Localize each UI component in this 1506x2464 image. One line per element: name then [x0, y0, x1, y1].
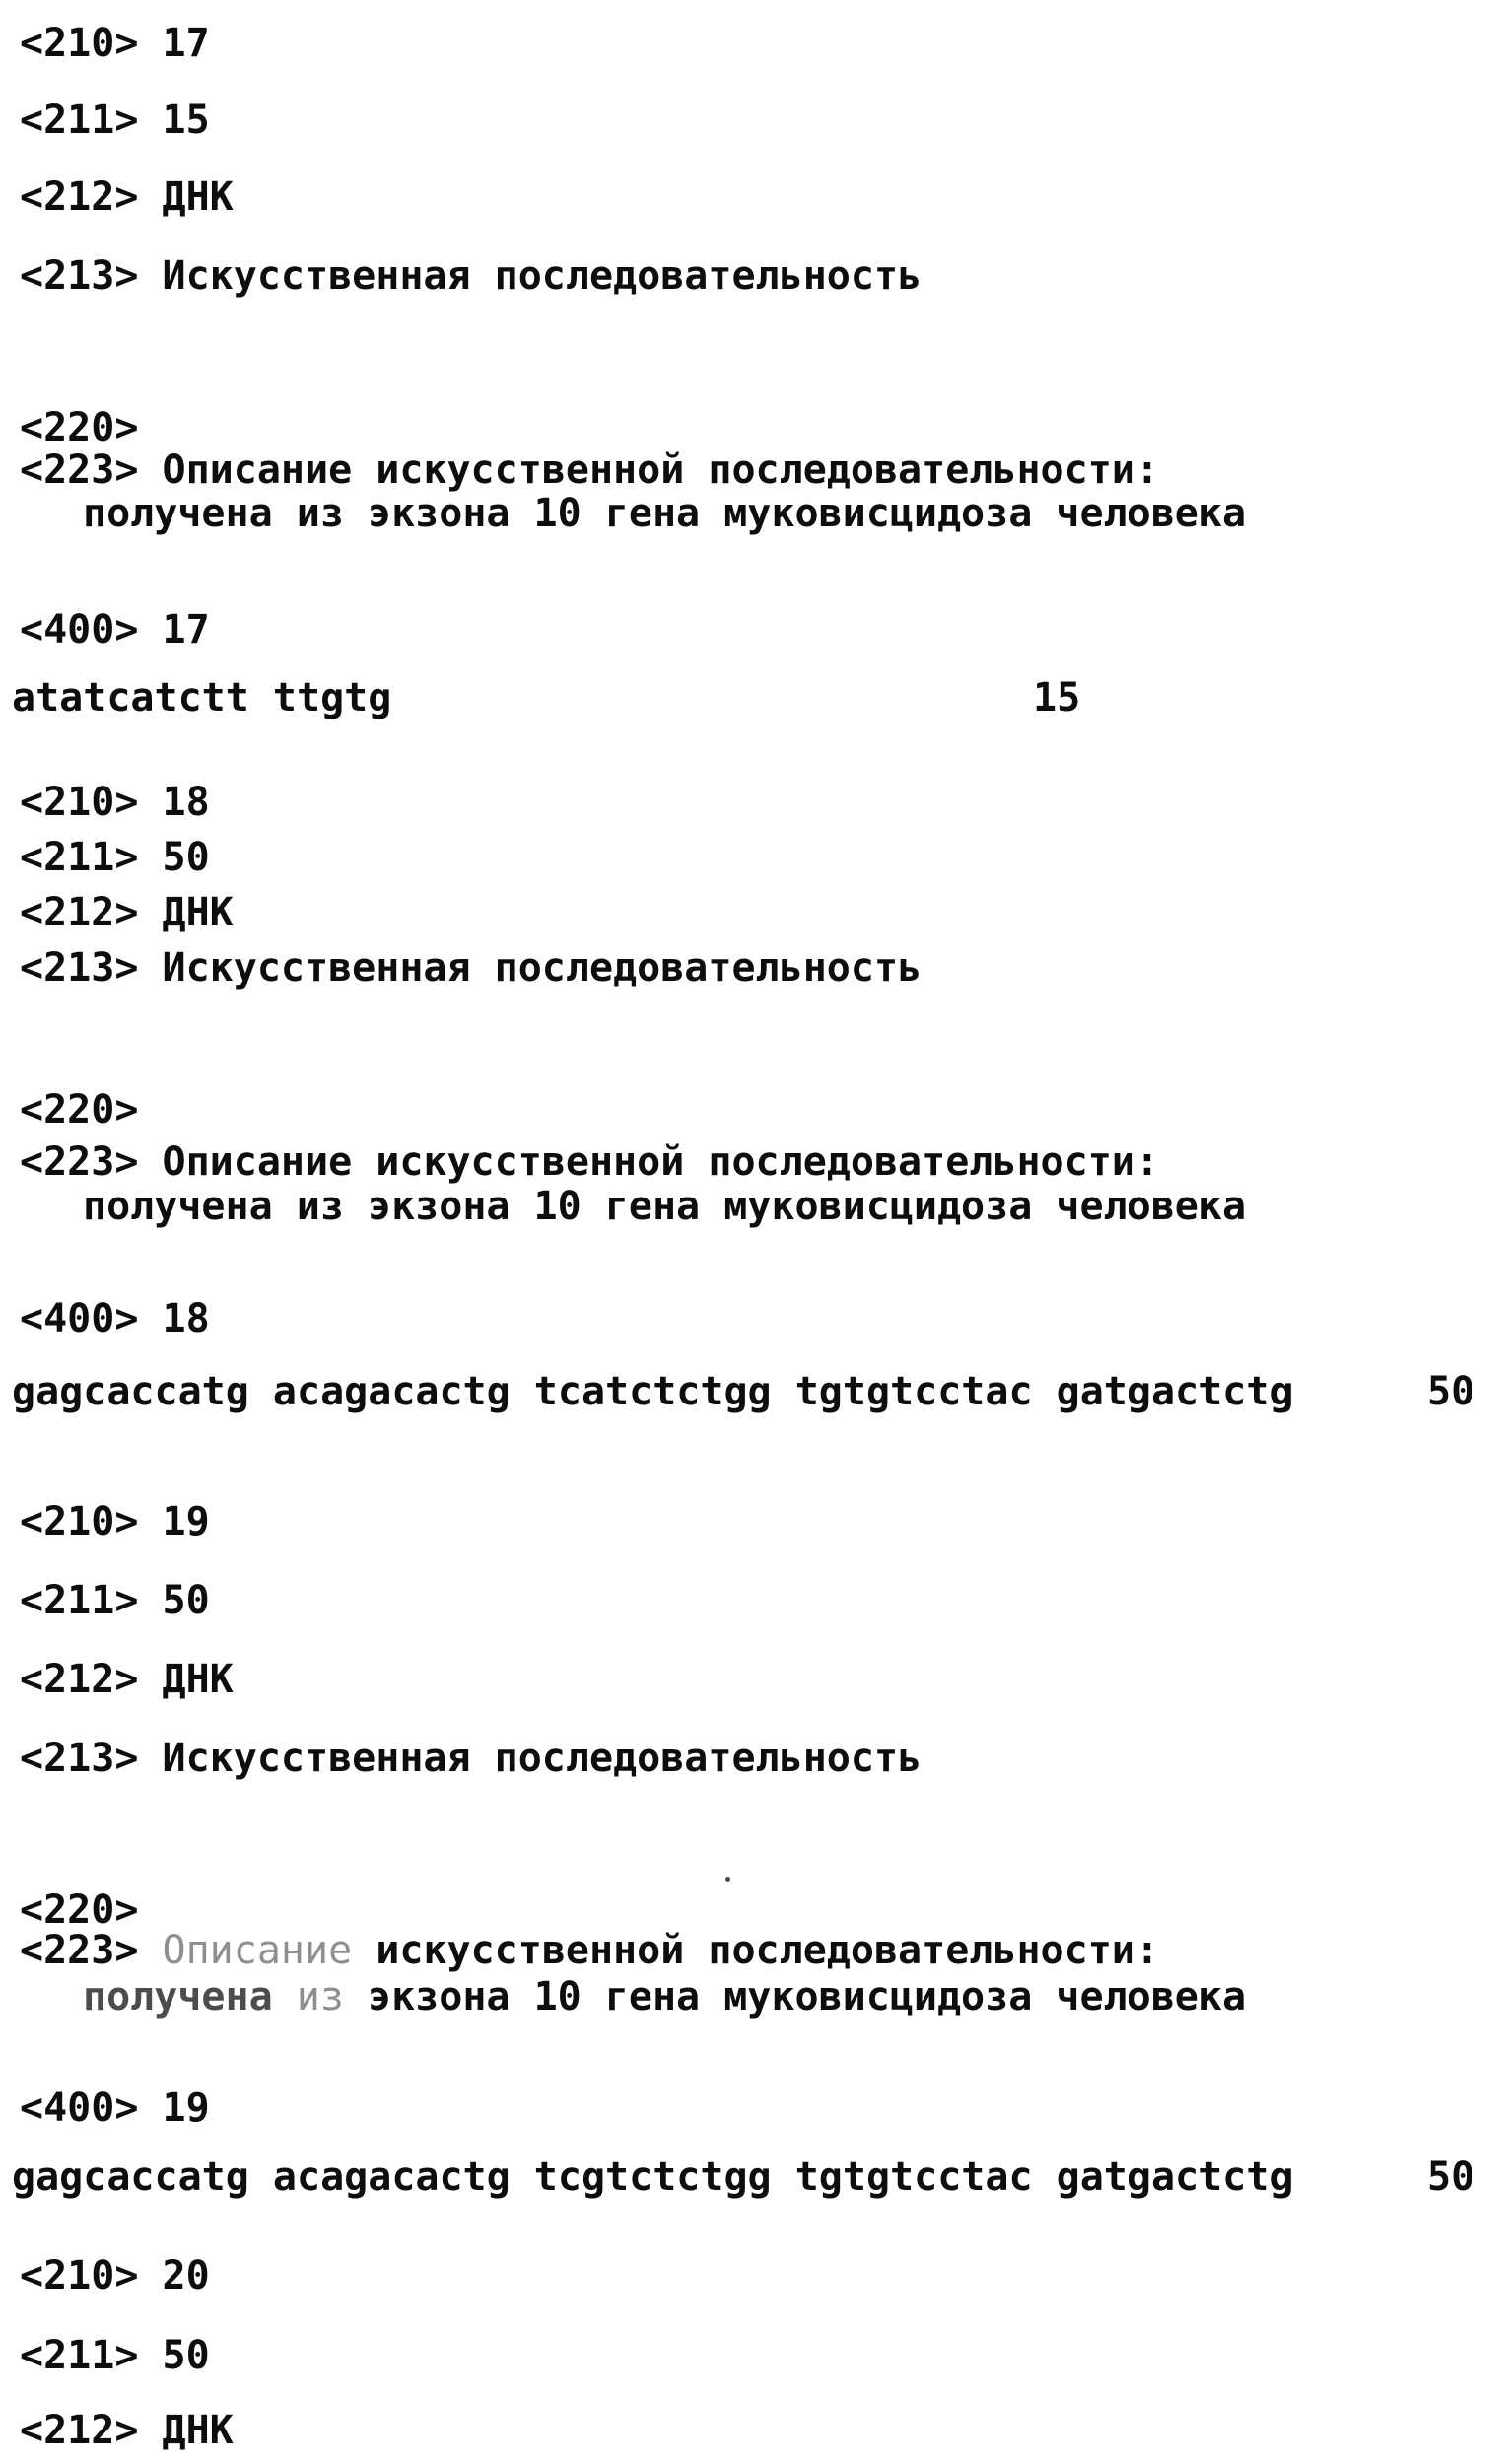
line-text: <210> 20 — [20, 2253, 210, 2298]
description-line — [0, 1929, 1506, 1972]
line-text: <212> ДНК — [20, 174, 234, 220]
line-text: <211> 50 — [20, 835, 210, 880]
numeric-identifier-line — [0, 1579, 1506, 1622]
numeric-identifier-line — [0, 836, 1506, 879]
numeric-identifier-line — [0, 946, 1506, 990]
line-text: <210> 19 — [20, 1499, 210, 1544]
numeric-identifier-line — [0, 99, 1506, 142]
description-line — [0, 1185, 1506, 1228]
line-text: <223> Описание искусственной последовательности: — [20, 1139, 1159, 1185]
line-text: <211> 50 — [20, 2333, 210, 2378]
numeric-identifier-line — [0, 254, 1506, 298]
numeric-identifier-line — [0, 1737, 1506, 1780]
line-text: <211> 50 — [20, 1578, 210, 1623]
numeric-identifier-line — [0, 2409, 1506, 2452]
dna-sequence-line — [0, 676, 1506, 719]
line-text-group — [20, 1929, 1159, 1972]
line-text: <220> — [20, 1087, 139, 1132]
line-text: искусственной последовательности: — [352, 1928, 1159, 1973]
faded-word: получена — [83, 1974, 273, 2019]
numeric-identifier-line — [0, 781, 1506, 824]
line-text: <210> 18 — [20, 780, 210, 825]
numeric-identifier-line — [0, 2334, 1506, 2377]
faded-word: Описание — [162, 1928, 353, 1973]
line-text: <400> 19 — [20, 2086, 210, 2131]
numeric-identifier-line — [0, 608, 1506, 651]
numeric-identifier-line — [0, 175, 1506, 219]
numeric-identifier-line — [0, 2087, 1506, 2130]
line-text: <213> Искусственная последовательность — [20, 253, 923, 299]
numeric-identifier-line — [0, 1658, 1506, 1701]
line-text: <212> ДНК — [20, 1657, 234, 1702]
line-text: <223> Описание искусственной последовательности: — [20, 447, 1159, 493]
line-text: <400> 18 — [20, 1296, 210, 1341]
line-text: <220> — [20, 1887, 139, 1933]
description-line — [0, 448, 1506, 492]
line-text: <212> ДНК — [20, 890, 234, 935]
line-text: <212> ДНК — [20, 2408, 234, 2453]
description-line — [0, 1140, 1506, 1184]
line-text: <400> 17 — [20, 607, 210, 652]
line-text: получена из экзона 10 гена муковисцидоза человека — [83, 1184, 1247, 1229]
dna-sequence-text: gagcaccatg acagacactg tcgtctctgg tgtgtcctac gatgactctg — [12, 2155, 1294, 2200]
line-text: <211> 15 — [20, 98, 210, 143]
dna-sequence-text: gagcaccatg acagacactg tcatctctgg tgtgtcctac gatgactctg — [12, 1369, 1294, 1414]
numeric-identifier-line — [0, 1297, 1506, 1340]
dna-sequence-line — [0, 2156, 1506, 2199]
description-line — [0, 1975, 1506, 2019]
line-text-group — [83, 1975, 1246, 2019]
description-line — [0, 492, 1506, 535]
faded-word: из — [272, 1974, 344, 2019]
line-text: <220> — [20, 405, 139, 450]
dna-sequence-text: atatcatctt ttgtg — [12, 675, 392, 720]
numeric-identifier-line — [0, 891, 1506, 934]
line-text: <210> 17 — [20, 21, 210, 66]
numeric-identifier-line — [0, 1500, 1506, 1543]
line-text: <213> Искусственная последовательность — [20, 1736, 923, 1781]
scan-artifact-dot — [725, 1877, 730, 1882]
sequence-length-count: 15 — [1033, 675, 1081, 720]
line-text: получена из экзона 10 гена муковисцидоза человека — [83, 491, 1247, 536]
sequence-length-count: 50 — [1427, 2155, 1475, 2200]
numeric-identifier-line — [0, 1088, 1506, 1131]
line-text: экзона 10 гена муковисцидоза человека — [343, 1974, 1247, 2019]
numeric-identifier-line — [0, 406, 1506, 449]
sequence-length-count: 50 — [1427, 1369, 1475, 1414]
line-text: <213> Искусственная последовательность — [20, 945, 923, 991]
numeric-identifier-line — [0, 22, 1506, 65]
numeric-identifier-line — [0, 1888, 1506, 1932]
numeric-identifier-line — [0, 2254, 1506, 2297]
line-text: <223> — [20, 1928, 163, 1973]
dna-sequence-line — [0, 1370, 1506, 1413]
